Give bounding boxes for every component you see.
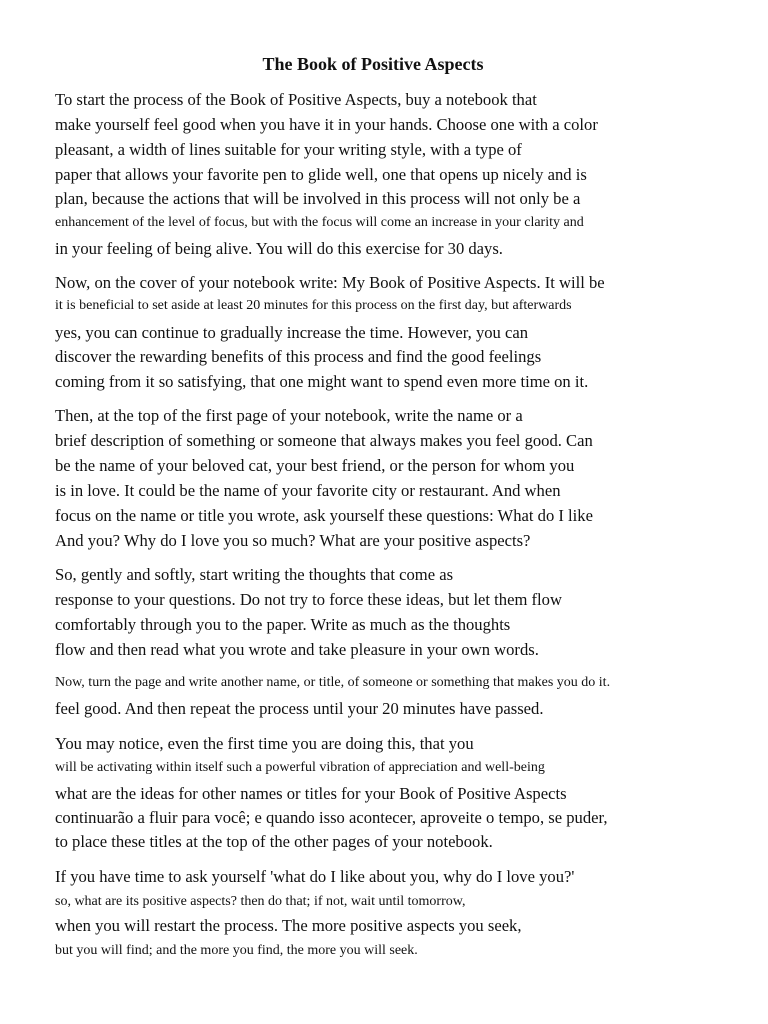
text-line: discover the rewarding benefits of this process and find the good feelings	[55, 347, 542, 366]
text-line: continuarão a fluir para você; e quando isso acontecer, aproveite o tempo, se puder,	[55, 808, 608, 827]
text-line: in your feeling of being alive. You will do this exercise for 30 days.	[55, 239, 503, 258]
text-line: If you have time to ask yourself 'what do I like about you, why do I love you?'	[55, 867, 575, 886]
text-line: focus on the name or title you wrote, ask yourself these questions: What do I like	[55, 506, 593, 525]
text-line: be the name of your beloved cat, your best friend, or the person for whom you	[55, 456, 575, 475]
text-line: Then, at the top of the first page of your notebook, write the name or a	[55, 406, 523, 425]
document-title: The Book of Positive Aspects	[262, 54, 484, 74]
text-line: flow and then read what you wrote and take pleasure in your own words.	[55, 640, 539, 659]
text-line: paper that allows your favorite pen to glide well, one that opens up nicely and is	[55, 165, 587, 184]
text-line: to place these titles at the top of the other pages of your notebook.	[55, 832, 493, 851]
text-line: but you will find; and the more you find, the more you will seek.	[55, 943, 418, 958]
text-line: yes, you can continue to gradually increase the time. However, you can	[55, 323, 529, 342]
text-line: Now, on the cover of your notebook write: My Book of Positive Aspects. It will be	[55, 273, 605, 292]
text-line: And you? Why do I love you so much? What are your positive aspects?	[55, 531, 531, 550]
text-line: is in love. It could be the name of your favorite city or restaurant. And when	[55, 481, 561, 500]
text-line: when you will restart the process. The more positive aspects you seek,	[55, 916, 522, 935]
text-line: To start the process of the Book of Positive Aspects, buy a notebook that	[55, 90, 537, 109]
text-line: so, what are its positive aspects? then do that; if not, wait until tomorrow,	[55, 894, 466, 909]
text-line: pleasant, a width of lines suitable for your writing style, with a type of	[55, 140, 522, 159]
text-line: will be activating within itself such a powerful vibration of appreciation and well-being	[55, 760, 545, 775]
text-line: You may notice, even the first time you are doing this, that you	[55, 734, 474, 753]
text-line: make yourself feel good when you have it in your hands. Choose one with a color	[55, 115, 598, 134]
text-line: enhancement of the level of focus, but with the focus will come an increase in your clarity and	[55, 215, 584, 230]
text-line: it is beneficial to set aside at least 20 minutes for this process on the first day, but afterwards	[55, 298, 572, 313]
text-line: plan, because the actions that will be involved in this process will not only be a	[55, 189, 581, 208]
text-line: So, gently and softly, start writing the thoughts that come as	[55, 565, 454, 584]
text-line: what are the ideas for other names or titles for your Book of Positive Aspects	[55, 784, 567, 803]
text-line: brief description of something or someone that always makes you feel good. Can	[55, 431, 593, 450]
text-line: response to your questions. Do not try to force these ideas, but let them flow	[55, 590, 562, 609]
text-line: Now, turn the page and write another name, or title, of someone or something that makes you do it.	[55, 675, 611, 690]
text-line: comfortably through you to the paper. Write as much as the thoughts	[55, 615, 511, 634]
text-line: feel good. And then repeat the process until your 20 minutes have passed.	[55, 699, 544, 718]
text-line: coming from it so satisfying, that one might want to spend even more time on it.	[55, 372, 589, 391]
